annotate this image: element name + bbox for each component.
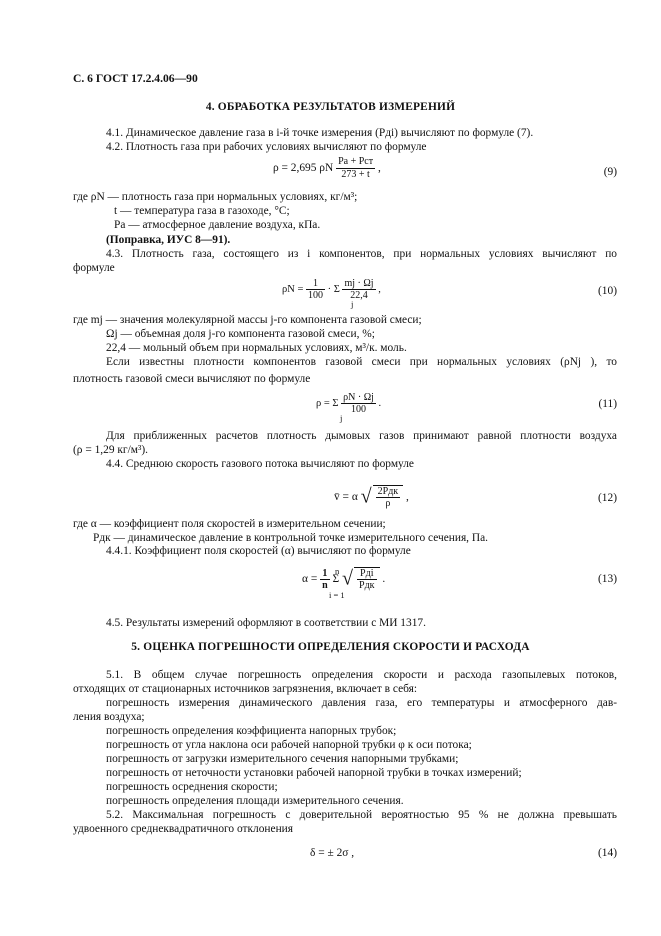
eq9-fraction: [336, 156, 375, 181]
where9-line-2: t — температура газа в газоходе, °С;: [114, 205, 290, 217]
eq12-fraction: [376, 486, 401, 509]
eq12-tail: ,: [406, 491, 409, 504]
eq13-numerator: Pдi: [357, 568, 377, 580]
list-item: погрешность от угла наклона оси рабочей напорной трубки φ к оси потока;: [106, 739, 472, 751]
eq11-tail: .: [378, 397, 382, 409]
eq11-fraction: [341, 392, 376, 415]
eq11-lhs: ρ = Σ: [316, 397, 339, 409]
eq10-f1-denominator: 100: [308, 290, 323, 301]
paragraph-4-4: 4.4. Среднюю скорость газового потока вычисляют по формуле: [106, 458, 414, 470]
list-item: погрешность определения площади измерительного сечения.: [106, 795, 404, 807]
eq10-f1-numerator: 1: [306, 278, 325, 290]
eq10-sum-index: j: [351, 299, 354, 309]
where12-line-1: где α — коэффициент поля скоростей в измерительном сечении;: [73, 518, 386, 530]
where9-line-3: Pа — атмосферное давление воздуха, кПа.: [114, 219, 321, 231]
equation-13: [302, 567, 385, 591]
where9-line-1: где ρN — плотность газа при нормальных условиях, кг/м³;: [73, 191, 358, 203]
where10-line-3: 22,4 — мольный объем при нормальных условиях, м³/к. моль.: [106, 342, 407, 354]
paragraph-4-3-b: формуле: [73, 262, 115, 274]
eq12-radicand: [373, 485, 404, 509]
eq12-numerator: 2Pдк: [377, 486, 399, 497]
paragraph-4-3-e: Для приближенных расчетов плотность дымовых газов принимают равной плотности воздуха: [106, 430, 617, 442]
list-item: погрешность определения коэффициента напорных трубок;: [106, 725, 397, 737]
sqrt-icon: √: [360, 485, 372, 508]
eq13-sum-lower: i = 1: [329, 590, 345, 600]
paragraph-4-3-c: Если известны плотности компонентов газовой смеси при нормальных условиях (ρNj ), то: [106, 356, 617, 368]
eq10-fraction-2: [342, 278, 375, 301]
eq13-tail: .: [382, 573, 386, 586]
equation-10: [282, 278, 381, 301]
paragraph-4-3-a: 4.3. Плотность газа, состоящего из i компонентов, при нормальных условиях вычисляют по: [106, 248, 617, 260]
eq11-sum-index: j: [340, 413, 343, 423]
paragraph-5-1-d: ления воздуха;: [73, 711, 145, 723]
paragraph-4-1: 4.1. Динамическое давление газа в i-й точке измерения (Pдi) вычисляют по формуле (7).: [106, 127, 534, 139]
section-5-title: 5. ОЦЕНКА ПОГРЕШНОСТИ ОПРЕДЕЛЕНИЯ СКОРОСТИ И РАСХОДА: [131, 641, 530, 653]
eq9-lhs: ρ = 2,695 ρN: [273, 162, 334, 175]
eq13-f1-numerator: 1: [320, 568, 330, 580]
eq13-sum: Σ: [332, 573, 340, 586]
eq13-lhs: α =: [302, 573, 318, 586]
page-header: С. 6 ГОСТ 17.2.4.06—90: [73, 72, 198, 85]
eq10-f2-numerator: mj · Ωj: [344, 278, 374, 289]
equation-11: [316, 392, 381, 415]
correction-note: (Поправка, ИУС 8—91).: [106, 234, 231, 246]
paragraph-5-1-a: 5.1. В общем случае погрешность определения скорости и расхода газопылевых потоков,: [106, 669, 617, 681]
eq11-denominator: 100: [351, 404, 367, 415]
eq9-numerator: Pа + Pст: [338, 156, 374, 167]
section-4-title: 4. ОБРАБОТКА РЕЗУЛЬТАТОВ ИЗМЕРЕНИЙ: [205, 101, 456, 113]
paragraph-4-5: 4.5. Результаты измерений оформляют в соответствии с МИ 1317.: [106, 617, 426, 629]
where10-line-2: Ωj — объемная доля j-го компонента газовой смеси, %;: [106, 328, 375, 340]
eq13-denominator: Pдк: [359, 580, 375, 591]
eq10-fraction-1: [306, 278, 325, 301]
eq9-tail: ,: [377, 162, 381, 175]
paragraph-5-2-b: удвоенного среднеквадратичного отклонения: [73, 823, 293, 835]
paragraph-4-3-f: (ρ = 1,29 кг/м³).: [73, 444, 149, 456]
equation-12: [334, 485, 409, 509]
list-item: погрешность от неточности установки рабочей напорной трубки в точках измерений;: [106, 767, 522, 779]
eq13-radicand: [354, 567, 380, 591]
list-item: погрешность осреднения скорости;: [106, 781, 278, 793]
eq13-fraction-2: [357, 568, 377, 591]
paragraph-4-3-d: плотность газовой смеси вычисляют по формуле: [73, 373, 311, 385]
eq12-number: (12): [598, 492, 617, 504]
eq13-f1-denominator: n: [322, 580, 328, 591]
eq10-f2-denominator: 22,4: [350, 290, 368, 301]
eq9-number: (9): [603, 166, 617, 178]
sqrt-icon: √: [342, 567, 354, 590]
eq12-denominator: ρ: [385, 498, 391, 509]
eq10-tail: ,: [378, 283, 381, 295]
eq13-number: (13): [598, 573, 617, 585]
equation-9: [273, 156, 381, 181]
paragraph-4-2: 4.2. Плотность газа при рабочих условиях вычисляют по формуле: [106, 141, 427, 153]
paragraph-5-2-a: 5.2. Максимальная погрешность с доверительной вероятностью 95 % не должна превышать: [106, 809, 617, 821]
eq10-sum: · Σ: [327, 283, 340, 295]
list-item: погрешность от загрузки измерительного сечения напорными трубками;: [106, 753, 459, 765]
eq10-number: (10): [598, 285, 617, 297]
paragraph-5-1-b: отходящих от стационарных источников загрязнения, включает в себя:: [73, 683, 418, 695]
eq13-fraction-1: [320, 568, 330, 591]
paragraph-5-1-c: погрешность измерения динамического давления газа, его температуры и атмосферного дав-: [106, 697, 617, 709]
where12-line-2: Pдк — динамическое давление в контрольной точке измерительного сечения, Па.: [93, 532, 489, 544]
eq9-denominator: 273 + t: [341, 169, 370, 180]
eq14-number: (14): [598, 847, 617, 859]
eq11-numerator: ρN · Ωj: [343, 392, 374, 403]
eq13-sum-upper: n: [335, 566, 340, 576]
eq11-number: (11): [598, 398, 617, 410]
where10-line-1: где mj — значения молекулярной массы j-го компонента газовой смеси;: [73, 314, 422, 326]
eq10-lhs: ρN =: [282, 283, 304, 295]
paragraph-4-4-1: 4.4.1. Коэффициент поля скоростей (α) вычисляют по формуле: [106, 545, 411, 557]
equation-14: δ = ± 2σ ,: [310, 847, 355, 859]
eq12-lhs: v̄ = α: [334, 491, 358, 504]
